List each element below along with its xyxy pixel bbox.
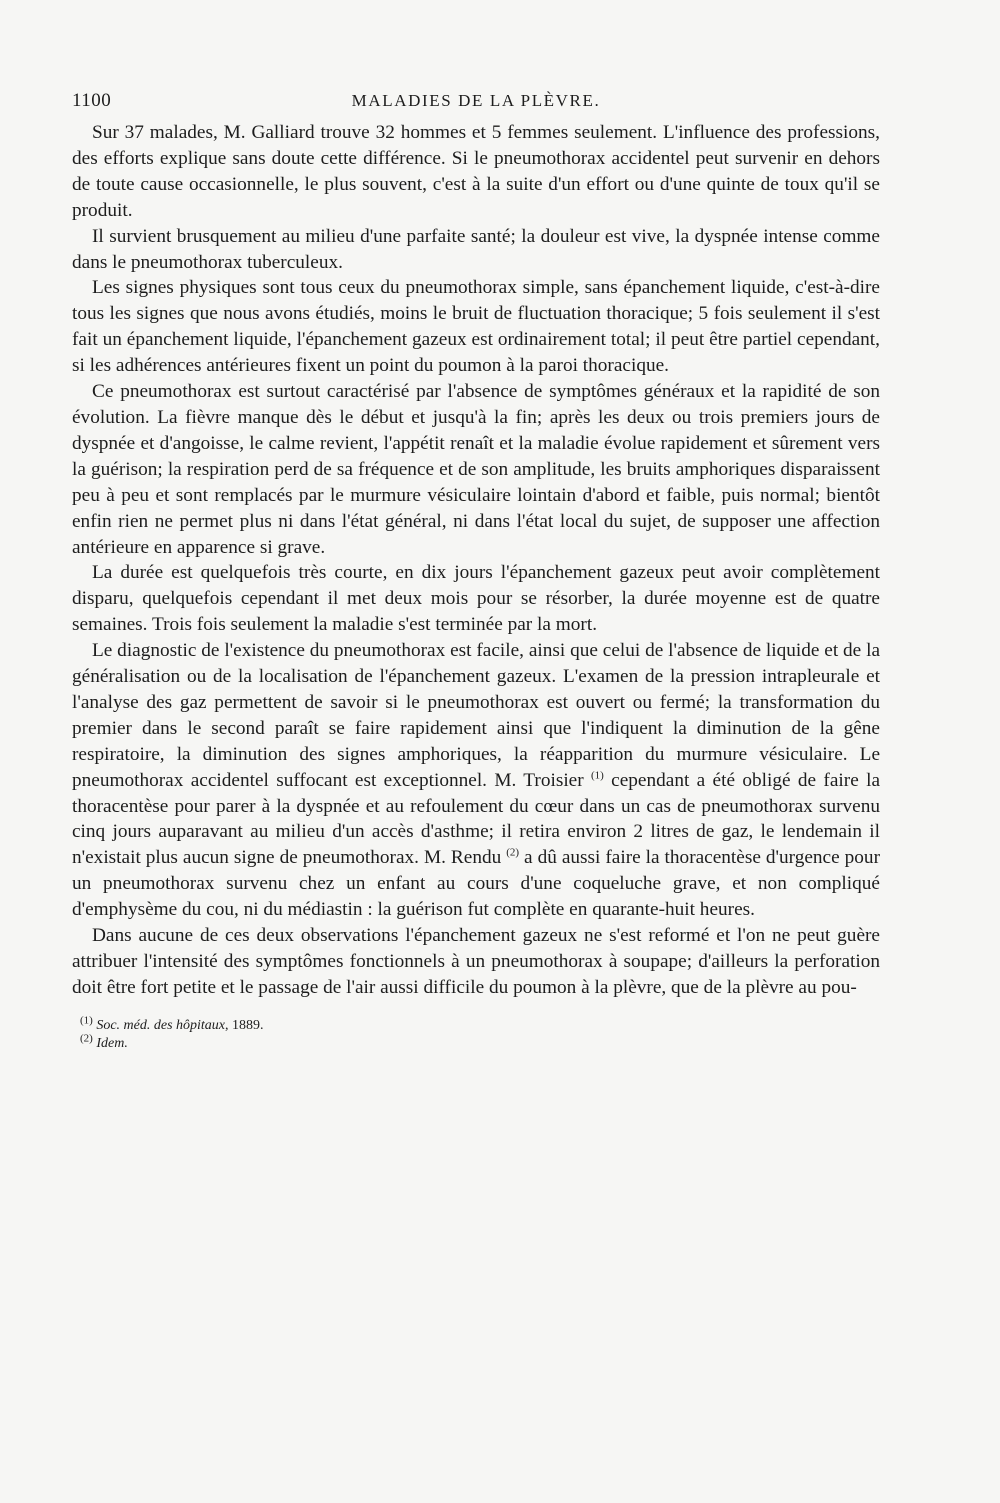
footnote-year: , 1889. [225,1017,264,1033]
paragraph: Les signes physiques sont tous ceux du pneumothorax simple, sans épanchement liquide, c'est-à-dire tous les signes que nous avons étudiés, moins le bruit de fluctuation thoracique; 5 fois seulement il s'est fait un épanchement liquide, l'épanchement gazeux est ordinairement total; il peut être partiel cependant, si les adhérences antérieures fixent un point du poumon à la paroi thoracique. [72,277,880,377]
paragraph: Ce pneumothorax est surtout caractérisé par l'absence de symptômes généraux et la rapidité de son évolution. La fièvre manque dès le début et jusqu'à la fin; après les deux ou trois premiers jours de dyspnée et d'angoisse, le calme revient, l'appétit renaît et la maladie évolue rapidement et sûrement vers la guérison; la respiration perd de sa fréquence et de son amplitude, les bruits amphoriques disparaissent peu à peu et sont remplacés par le murmure vésiculaire lointain d'abord et faible, puis normal; bientôt enfin rien ne permet plus ni dans l'état général, ni dans l'état local du sujet, de supposer une affection antérieure en apparence si grave. [72,381,880,558]
paragraph-text: cependant a été obligé de faire la thoracentèse pour parer à la dyspnée et au refoulement du cœur dans un cas de pneumothorax survenu cinq jours auparavant au milieu d'un accès d'asthme; il retira environ 2 litres de gaz, le lendemain il n'existait plus aucun signe de pneumothorax. M. Rendu [72,769,880,869]
footnotes [72,1014,880,1053]
footnote-mark: (1) [80,1014,93,1027]
footnote-source: Soc. méd. des hôpitaux [96,1017,226,1033]
footnote-ref: (2) [506,846,520,859]
page-number: 1100 [72,90,112,111]
paragraph: Il survient brusquement au milieu d'une parfaite santé; la douleur est vive, la dyspnée intense comme dans le pneumothorax tuberculeux. [72,225,880,273]
body-text [72,120,880,1001]
footnote [80,1032,880,1053]
page [72,90,880,1053]
footnote-ref: (1) [591,769,604,782]
paragraph [72,638,880,923]
paragraph-text: a dû aussi faire la thoracentèse d'urgence pour un pneumothorax survenu chez un enfant au cours d'une coqueluche grave, et non compliqué d'emphysème du cou, ni du médiastin : la guérison fut complète en quarante-huit heures. [72,847,880,921]
footnote-mark: (2) [80,1032,93,1045]
footnote [80,1014,880,1035]
paragraph: Dans aucune de ces deux observations l'épanchement gazeux ne s'est reformé et l'on ne peut guère attribuer l'intensité des symptômes fonctionnels à un pneumothorax à soupape; d'ailleurs la perforation doit être fort petite et le passage de l'air aussi difficile du poumon à la plèvre, que de la plèvre au pou- [72,925,880,998]
paragraph-text: Le diagnostic de l'existence du pneumothorax est facile, ainsi que celui de l'absence de liquide et de la généralisation ou de la localisation de l'épanchement gazeux. L'examen de la pression intrapleurale et l'analyse des gaz permettent de savoir si le pneumothorax est ouvert ou fermé; la transformation du premier dans le second paraît se faire rapidement ainsi que l'indiquent la diminution de la gêne respiratoire, la diminution des signes amphoriques, la réapparition du murmure vésiculaire. Le pneumothorax accidentel suffocant est exceptionnel. M. Troisier [72,640,880,791]
footnote-source: Idem. [96,1035,128,1051]
running-header [72,90,880,120]
paragraph: La durée est quelquefois très courte, en dix jours l'épanchement gazeux peut avoir complètement disparu, quelquefois cependant il met deux mois pour se résorber, la durée moyenne est de quatre semaines. Trois fois seulement la maladie s'est terminée par la mort. [72,562,880,636]
running-title: MALADIES DE LA PLÈVRE. [351,91,601,110]
paragraph: Sur 37 malades, M. Galliard trouve 32 hommes et 5 femmes seulement. L'influence des professions, des efforts explique sans doute cette différence. Si le pneumothorax accidentel peut survenir en dehors de toute cause occasionnelle, le plus souvent, c'est à la suite d'un effort ou d'une quinte de toux qu'il se produit. [72,122,880,221]
